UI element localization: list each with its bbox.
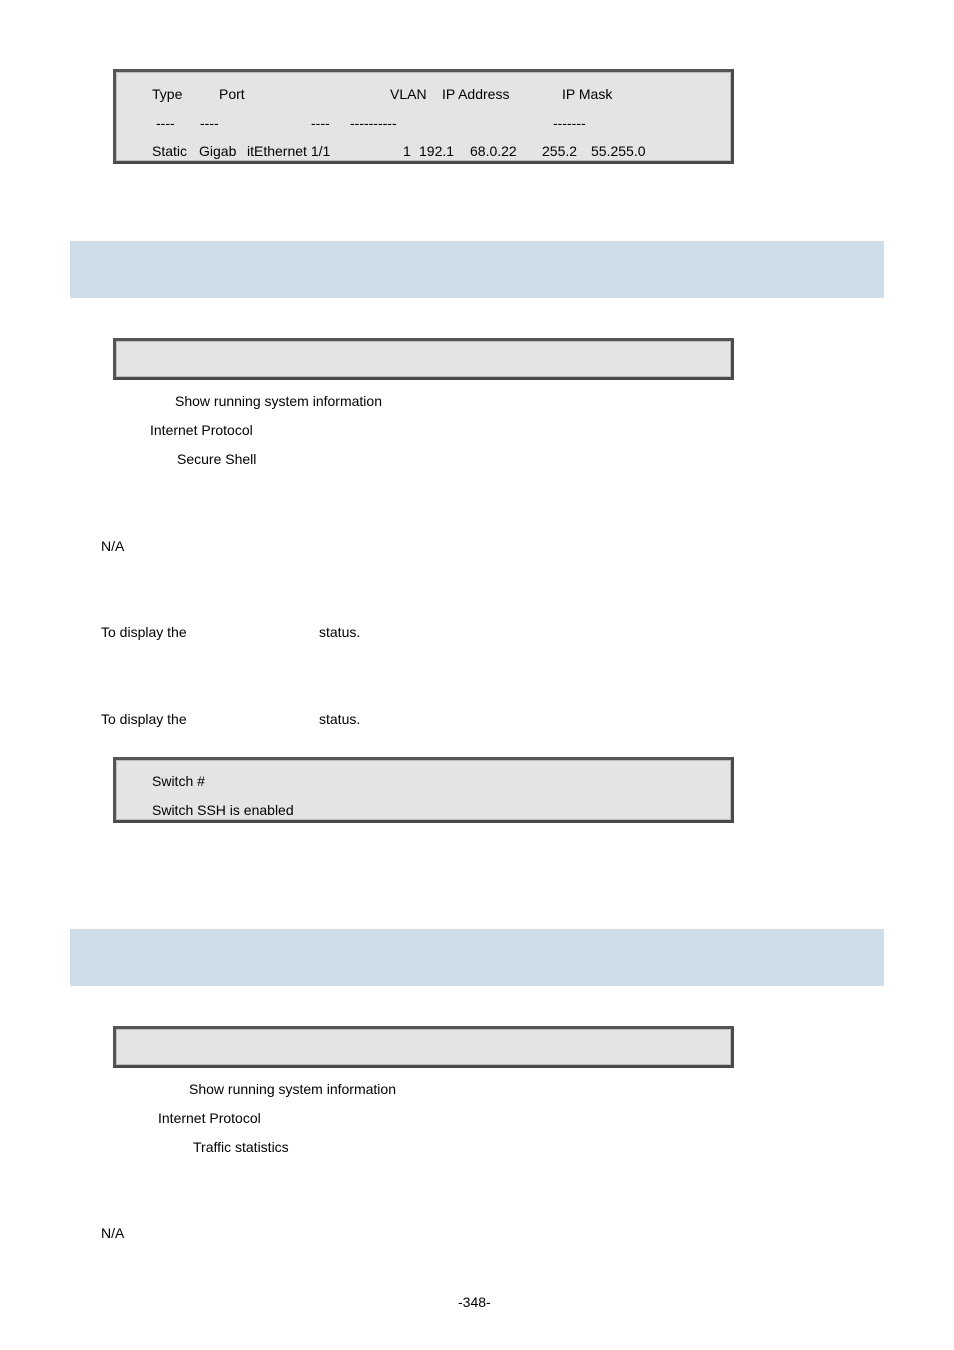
separator-ip-address: ---------- (350, 115, 397, 131)
example-text-suffix: status. (319, 711, 361, 727)
separator-port: ---- (200, 115, 219, 131)
col-header-type: Type (152, 86, 183, 102)
cell-vlan: 1 (403, 143, 411, 159)
separator-vlan: ---- (311, 115, 330, 131)
param-desc-ip-2: Internet Protocol (158, 1110, 261, 1126)
example-line-result: Switch SSH is enabled (152, 802, 294, 818)
col-header-port: Port (219, 86, 245, 102)
default-value-2: N/A (101, 1225, 125, 1241)
section-heading-band-2 (70, 929, 884, 986)
param-desc-ssh: Secure Shell (177, 451, 257, 467)
param-desc-show: Show running system information (175, 393, 382, 409)
separator-type: ---- (156, 115, 175, 131)
param-desc-ip: Internet Protocol (150, 422, 253, 438)
usage-text-prefix: To display the (101, 624, 187, 640)
usage-text-suffix: status. (319, 624, 361, 640)
example-line-prompt: Switch # (152, 773, 205, 789)
cell-type: Static (152, 143, 188, 159)
separator-ip-mask: ------- (553, 115, 586, 131)
example-text-prefix: To display the (101, 711, 187, 727)
cell-ip-part1: 192.1 (419, 143, 455, 159)
cell-port-part1: Gigab (199, 143, 237, 159)
section-heading-band (70, 241, 884, 298)
command-syntax-box-2 (113, 1026, 734, 1068)
param-desc-show-2: Show running system information (189, 1081, 396, 1097)
command-syntax-box (113, 338, 734, 380)
cell-ip-part2: 68.0.22 (470, 143, 517, 159)
col-header-ip-address: IP Address (442, 86, 510, 102)
cell-mask-part2: 55.255.0 (591, 143, 646, 159)
default-value: N/A (101, 538, 125, 554)
param-desc-traffic: Traffic statistics (193, 1139, 289, 1155)
cell-port-part2: itEthernet 1/1 (247, 143, 331, 159)
col-header-ip-mask: IP Mask (562, 86, 613, 102)
page-number: -348- (458, 1294, 491, 1310)
cell-mask-part1: 255.2 (542, 143, 578, 159)
col-header-vlan: VLAN (390, 86, 427, 102)
